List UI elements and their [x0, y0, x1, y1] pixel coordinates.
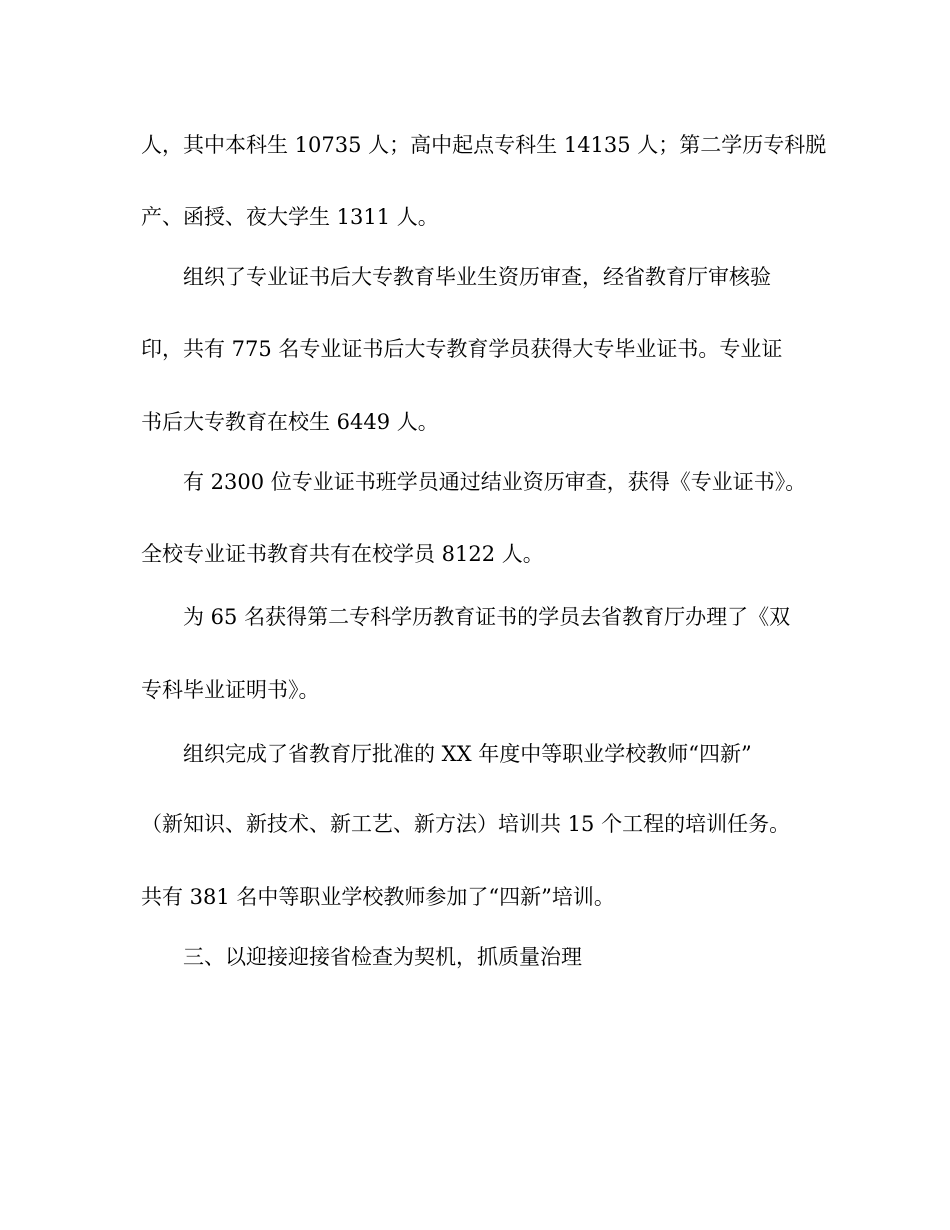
- text-line: 产、函授、夜大学生 1311 人。: [141, 205, 439, 229]
- text-line: （新知识、新技术、新工艺、新方法）培训共 15 个工程的培训任务。: [141, 812, 791, 836]
- text-line: 全校专业证书教育共有在校学员 8122 人。: [141, 542, 544, 566]
- text-line: 书后大专教育在校生 6449 人。: [141, 410, 439, 434]
- text-line: 专科毕业证明书》。: [141, 678, 320, 702]
- text-line: 共有 381 名中等职业学校教师参加了“四新”培训。: [141, 885, 615, 909]
- paragraph-start-line: 组织了专业证书后大专教育毕业生资历审查，经省教育厅审核验: [183, 265, 771, 289]
- text-line: 印，共有 775 名专业证书后大专教育学员获得大专毕业证书。专业证: [141, 337, 783, 361]
- paragraph-start-line: 有 2300 位专业证书班学员通过结业资历审查，获得《专业证书》。: [183, 470, 807, 494]
- section-heading: 三、以迎接迎接省检查为契机，抓质量治理: [183, 945, 582, 969]
- text-line: 人，其中本科生 10735 人；高中起点专科生 14135 人；第二学历专科脱: [141, 133, 827, 157]
- paragraph-start-line: 为 65 名获得第二专科学历教育证书的学员去省教育厅办理了《双: [183, 605, 791, 629]
- paragraph-start-line: 组织完成了省教育厅批准的 XX 年度中等职业学校教师“四新”: [183, 742, 752, 766]
